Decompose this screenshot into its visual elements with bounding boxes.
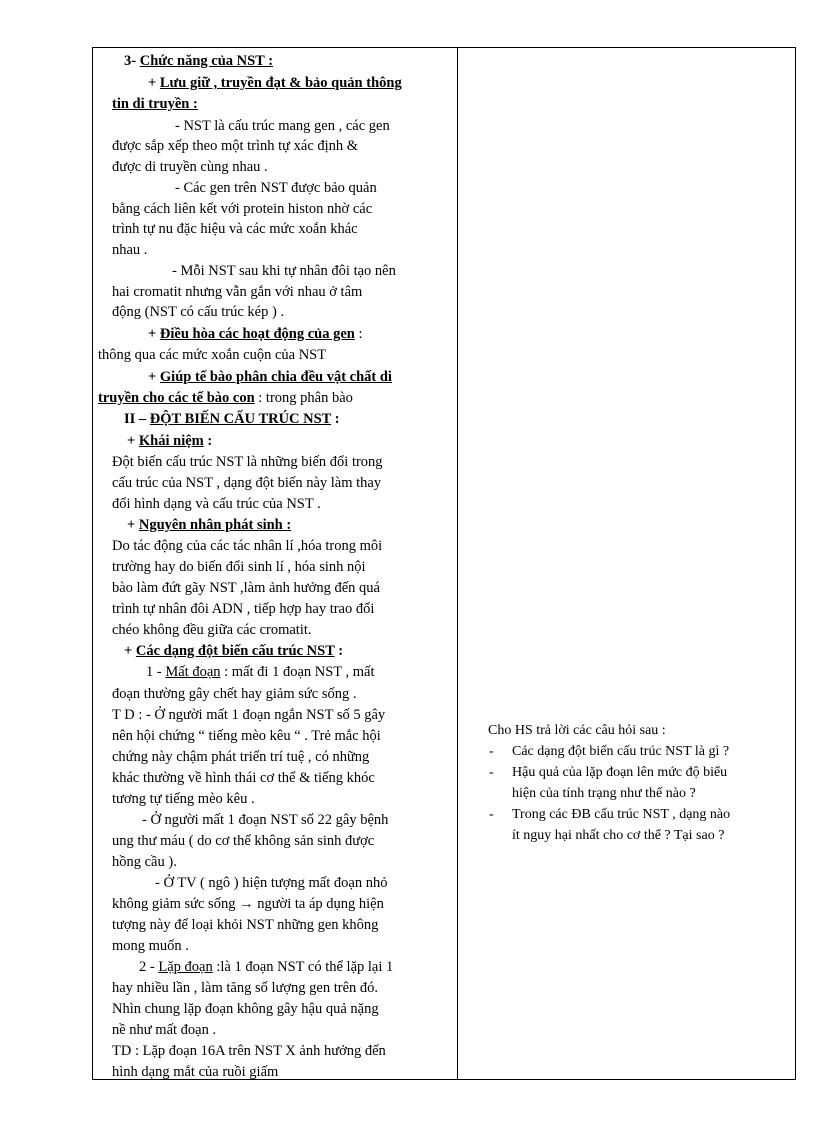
text-line: nên hội chứng “ tiếng mèo kêu “ . Trẻ mắc hội [112, 728, 381, 744]
text-line: chứng này chậm phát triển trí tuệ , có những [112, 749, 370, 765]
text-line: trường hay do biến đổi sinh lí , hóa sinh nội [112, 559, 366, 575]
text-line: - Ở người mất 1 đoạn NST số 22 gây bệnh [142, 812, 389, 828]
text-line: hồng cầu ). [112, 854, 177, 870]
question-2: Hậu quả của lặp đoạn lên mức độ biểu [512, 765, 728, 780]
section-3-heading: 3- Chức năng của NST : [124, 53, 274, 69]
heading-luu-giu: + Lưu giữ , truyền đạt & bảo quản thông [148, 75, 402, 91]
heading-dieu-hoa: + Điều hòa các hoạt động của gen : [148, 326, 363, 342]
text-line: trình tự nu đặc hiệu và các mức xoắn khác [112, 221, 358, 237]
heading-cac-dang: + Các dạng đột biến cấu trúc NST : [124, 643, 344, 659]
text-line: TD : Lặp đoạn 16A trên NST X ảnh hưởng đến [112, 1043, 386, 1059]
text-line: 1 - Mất đoạn : mất đi 1 đoạn NST , mất [146, 664, 375, 680]
text-line: bằng cách liên kết với protein histon nhờ các [112, 201, 373, 217]
text-line: được sắp xếp theo một trình tự xác định & [112, 138, 359, 154]
heading-khai-niem: + Khái niệm : [127, 433, 213, 449]
question-3: Trong các ĐB cấu trúc NST , dạng nào [512, 807, 731, 822]
text-line: nề như mất đoạn . [112, 1022, 217, 1038]
text-line: - Mỗi NST sau khi tự nhân đôi tạo nên [172, 263, 396, 279]
text-line: ung thư máu ( do cơ thể không sản sinh được [112, 833, 375, 849]
question-2-cont: hiện của tính trạng như thế nào ? [512, 786, 696, 801]
question-1: Các dạng đột biến cấu trúc NST là gì ? [512, 744, 730, 759]
text-line: nhau . [112, 242, 148, 258]
text-line: tượng này để loại khỏi NST những gen không [112, 917, 379, 933]
text-line: mong muốn . [112, 938, 189, 954]
text-line: tương tự tiếng mèo kêu . [112, 791, 255, 807]
bullet: - [489, 765, 494, 780]
section-ii-heading: II – ĐỘT BIẾN CẤU TRÚC NST : [124, 411, 340, 427]
arrow-right-icon: → [239, 896, 254, 912]
text-line: chéo không đều giữa các cromatit. [112, 622, 312, 638]
text-line: truyền cho các tế bào con : trong phân bào [98, 390, 353, 406]
text-line: đổi hình dạng và cấu trúc của NST . [112, 496, 321, 512]
text-line: đoạn thường gây chết hay giảm sức sống . [112, 686, 357, 702]
text-line: - Ở TV ( ngô ) hiện tượng mất đoạn nhỏ [155, 875, 388, 891]
text-line: thông qua các mức xoắn cuộn của NST [98, 347, 327, 363]
teacher-prompt: Cho HS trả lời các câu hỏi sau : [488, 723, 666, 738]
text-line: - NST là cấu trúc mang gen , các gen [175, 118, 390, 134]
heading-giup-te-bao: + Giúp tế bào phân chia đều vật chất di [148, 369, 392, 385]
text-line: được di truyền cùng nhau . [112, 159, 268, 175]
text-line: 2 - Lặp đoạn :là 1 đoạn NST có thể lặp lại 1 [139, 959, 394, 975]
text-line: khác thường về hình thái cơ thể & tiếng khóc [112, 770, 375, 786]
heading-luu-giu-cont: tin di truyền : [112, 96, 198, 112]
text-line: hình dạng mắt của ruồi giấm [112, 1064, 279, 1080]
text-line: - Các gen trên NST được bảo quản [175, 180, 377, 196]
text-line: T D : - Ở người mất 1 đoạn ngắn NST số 5 gây [112, 707, 386, 723]
text-line: Đột biến cấu trúc NST là những biến đổi trong [112, 454, 383, 470]
text-line: Nhìn chung lặp đoạn không gây hậu quả nặng [112, 1001, 379, 1017]
text-line: không giảm sức sống → người ta áp dụng hiện [112, 896, 384, 912]
text-line: cấu trúc của NST , dạng đột biến này làm thay [112, 475, 382, 491]
bullet: - [489, 807, 494, 822]
text-line: hay nhiều lần , làm tăng số lượng gen trên đó. [112, 980, 378, 996]
text-line: bào làm đứt gãy NST ,làm ảnh hưởng đến quá [112, 580, 380, 596]
text-line: động (NST có cấu trúc kép ) . [112, 304, 285, 320]
text-line: trình tự nhân đôi ADN , tiếp hợp hay trao đổi [112, 601, 375, 617]
heading-nguyen-nhan: + Nguyên nhân phát sinh : [127, 517, 292, 533]
column-divider [457, 47, 458, 1080]
bullet: - [489, 744, 494, 759]
text-line: Do tác động của các tác nhân lí ,hóa trong môi [112, 538, 383, 554]
question-3-cont: ít nguy hại nhất cho cơ thể ? Tại sao ? [512, 828, 725, 843]
text-line: hai cromatit nhưng vẫn gắn với nhau ở tâm [112, 284, 363, 300]
